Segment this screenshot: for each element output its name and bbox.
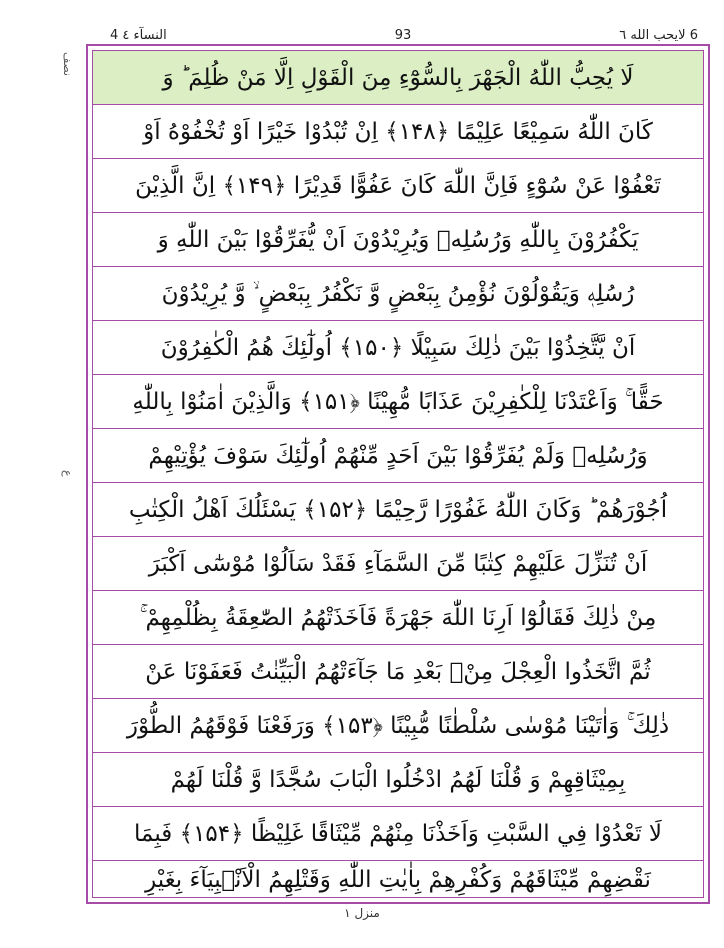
verse-line-13: ذٰلِكَ ۚ وَاٰتَيْنَا مُوْسٰى سُلْطٰنًا مُّبِيْنًا ﴿۱۵۳﴾ وَرَفَعْنَا فَوْقَهُمُ الطُّوْرَ <box>93 699 703 753</box>
manzil-footer: منزل ١ <box>344 906 380 920</box>
verse-line-7: حَقًّا ۚ وَاَعْتَدْنَا لِلْكٰفِرِيْنَ عَذَابًا مُّهِيْنًا ﴿۱۵۱﴾ وَالَّذِيْنَ اٰمَنُوْا بِاللّٰهِ <box>93 375 703 429</box>
margin-mark-nisf: ﻧﺼﻒ <box>61 52 74 76</box>
text-area <box>92 50 704 898</box>
verse-line-12: ثُمَّ اتَّخَذُوا الْعِجْلَ مِنْۢ بَعْدِ مَا جَآءَتْهُمُ الْبَيِّنٰتُ فَعَفَوْنَا عَنْ <box>93 645 703 699</box>
verse-line-14: بِمِيْثَاقِهِمْ وَ قُلْنَا لَهُمُ ادْخُلُوا الْبَابَ سُجَّدًا وَّ قُلْنَا لَهُمْ <box>93 753 703 807</box>
verse-line-5: رُسُلِهٖ وَيَقُوْلُوْنَ نُؤْمِنُ بِبَعْضٍ وَّ نَكْفُرُ بِبَعْضٍ ۙ وَّ يُرِيْدُوْنَ <box>93 267 703 321</box>
verse-line-1: لَا يُحِبُّ اللّٰهُ الْجَهْرَ بِالسُّوْٓءِ مِنَ الْقَوْلِ اِلَّا مَنْ ظُلِمَ ؕ وَ <box>93 51 703 105</box>
verse-line-6: اَنْ يَّتَّخِذُوْا بَيْنَ ذٰلِكَ سَبِيْلًا ﴿۱۵۰﴾ اُولٰٓئِكَ هُمُ الْكٰفِرُوْنَ <box>93 321 703 375</box>
verse-line-4: يَكْفُرُوْنَ بِاللّٰهِ وَرُسُلِهٖ وَيُرِيْدُوْنَ اَنْ يُّفَرِّقُوْا بَيْنَ اللّٰهِ وَ <box>93 213 703 267</box>
verse-line-11: مِنْ ذٰلِكَ فَقَالُوْٓا اَرِنَا اللّٰهَ جَهْرَةً فَاَخَذَتْهُمُ الصّٰعِقَةُ بِظُلْمِهِمْ ۚ <box>93 591 703 645</box>
verse-line-3: تَعْفُوْا عَنْ سُوْٓءٍ فَاِنَّ اللّٰهَ كَانَ عَفُوًّا قَدِيْرًا ﴿۱۴۹﴾ اِنَّ الَّذِيْنَ <box>93 159 703 213</box>
verse-line-10: اَنْ تُنَزِّلَ عَلَيْهِمْ كِتٰبًا مِّنَ السَّمَآءِ فَقَدْ سَاَلُوْا مُوْسٰٓى اَكْبَرَ <box>93 537 703 591</box>
page-number: 93 <box>394 28 412 43</box>
page-frame <box>86 44 710 904</box>
verse-line-15: لَا تَعْدُوْا فِي السَّبْتِ وَاَخَذْنَا مِنْهُمْ مِّيْثَاقًا غَلِيْظًا ﴿۱۵۴﴾ فَبِمَا <box>93 807 703 861</box>
margin-mark-ruku: ﻉ <box>61 470 74 477</box>
juz-label: 6 لايحب الله ٦ <box>619 28 698 43</box>
verse-line-8: وَرُسُلِهٖ وَلَمْ يُفَرِّقُوْا بَيْنَ اَحَدٍ مِّنْهُمْ اُولٰٓئِكَ سَوْفَ يُؤْتِيْهِمْ <box>93 429 703 483</box>
verse-line-16: نَقْضِهِمْ مِّيْثَاقَهُمْ وَكُفْرِهِمْ بِاٰيٰتِ اللّٰهِ وَقَتْلِهِمُ الْاَنْۢبِيَآءَ بِغَيْرِ <box>145 867 651 893</box>
verse-line-9: اُجُوْرَهُمْ ؕ وَكَانَ اللّٰهُ غَفُوْرًا رَّحِيْمًا ﴿۱۵۲﴾ يَسْئَلُكَ اَهْلُ الْكِتٰبِ <box>93 483 703 537</box>
verse-line-2: كَانَ اللّٰهُ سَمِيْعًا عَلِيْمًا ﴿۱۴۸﴾ اِنْ تُبْدُوْا خَيْرًا اَوْ تُخْفُوْهُ اَوْ <box>93 105 703 159</box>
surah-label: 4 النسآء ٤ <box>110 28 167 43</box>
